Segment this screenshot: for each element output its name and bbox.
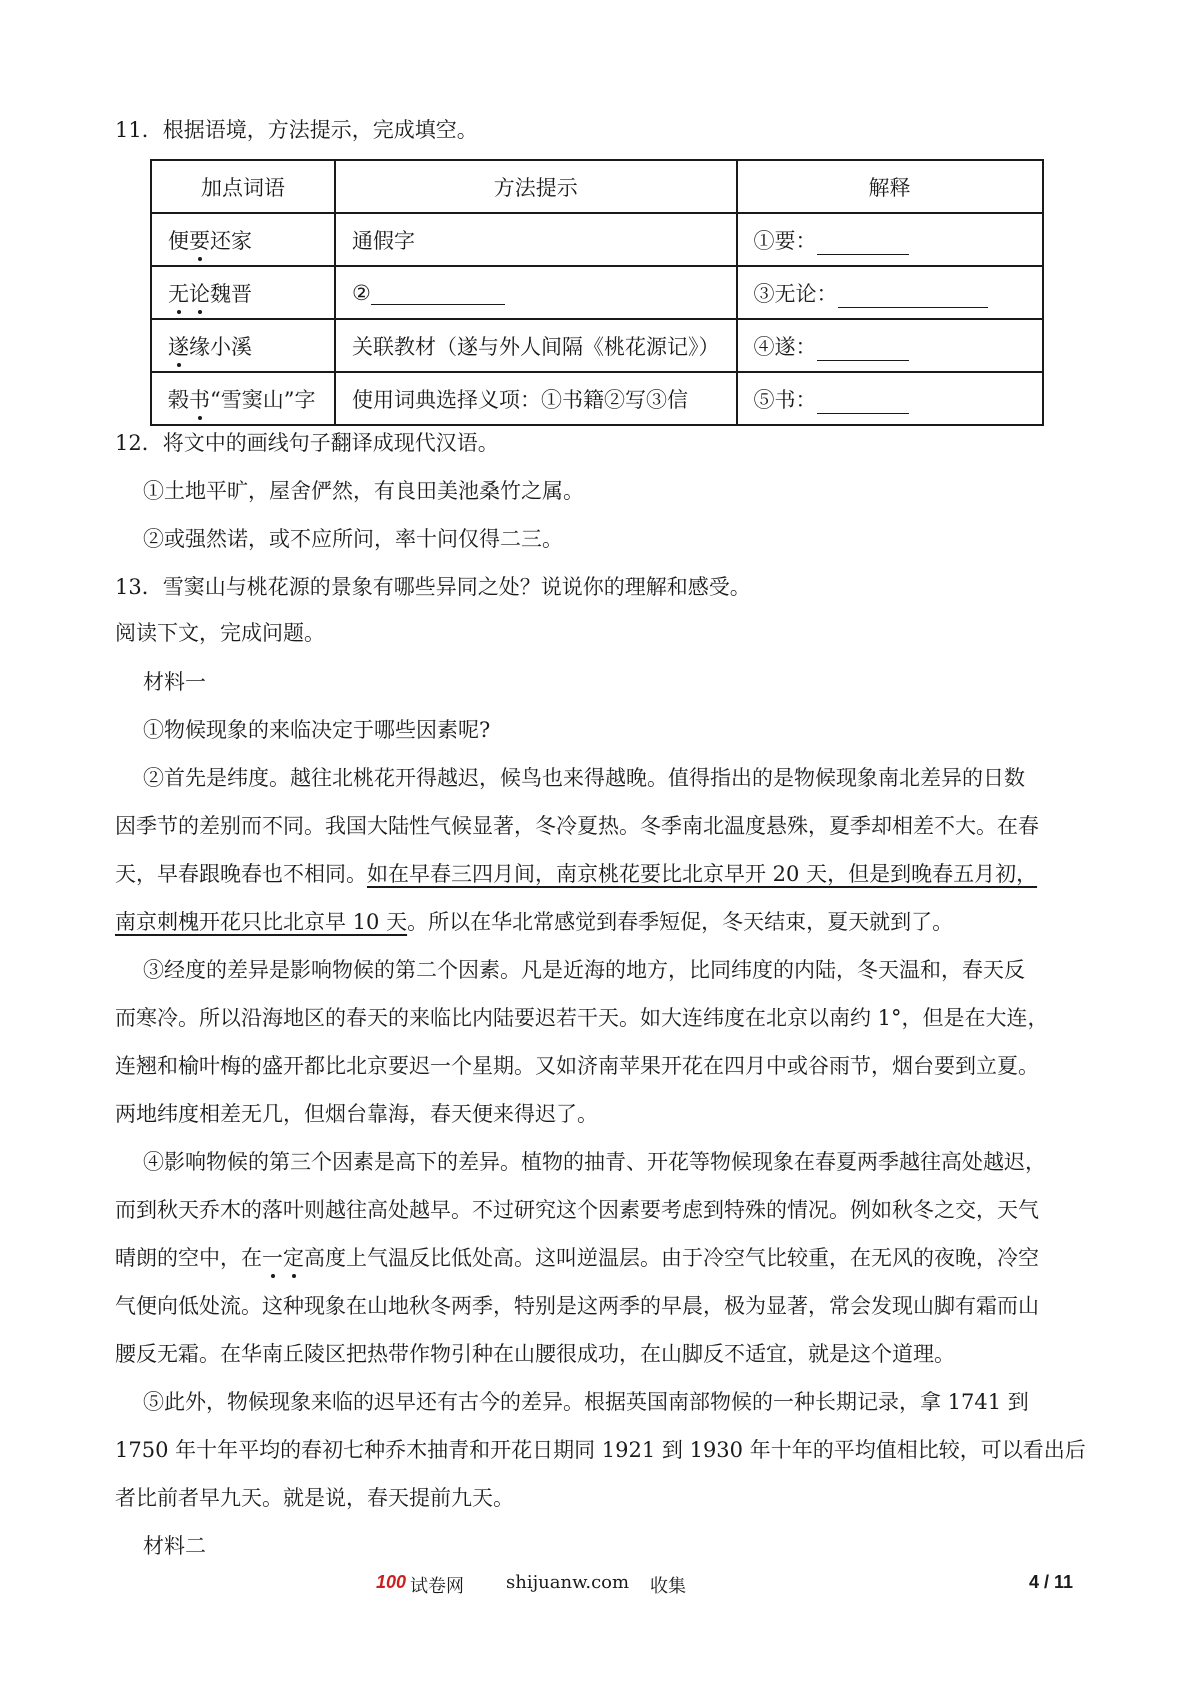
paragraph-5-line: 者比前者早九天。就是说，春天提前九天。 (115, 1486, 514, 1510)
answer-blank[interactable] (817, 230, 909, 255)
paragraph-4-line: 气便向低处流。这种现象在山地秋冬两季，特别是这两季的早晨，极为显著，常会发现山脚有霜而山 (115, 1294, 1039, 1318)
paragraph-4-line: 腰反无霜。在华南丘陵区把热带作物引种在山腰很成功，在山脚反不适宜，就是这个道理。 (115, 1342, 955, 1366)
paragraph-5-line: 1750 年十年平均的春初七种乔木抽青和开花日期同 1921 到 1930 年十年的平均值相比较，可以看出后 (115, 1438, 1086, 1462)
cell-method: ② (335, 266, 737, 319)
emphasis-dot-char: 一 (262, 1246, 283, 1270)
paragraph-2-line: 天，早春跟晚春也不相同。如在早春三四月间，南京桃花要比北京早开 20 天，但是到晚春五月初， (115, 862, 1038, 886)
q12-sentence-2: ②或强然诺，或不应所问，率十问仅得二三。 (143, 527, 563, 551)
underlined-sentence: 如在早春三四月间，南京桃花要比北京早开 20 天，但是到晚春五月初， (367, 862, 1038, 886)
header-explain: 解释 (737, 160, 1043, 213)
site-logo: 100 (376, 1572, 407, 1592)
q13-prompt: 13．雪窦山与桃花源的景象有哪些异同之处？说说你的理解和感受。 (115, 575, 751, 599)
page-footer (0, 1572, 1191, 1602)
answer-blank[interactable] (371, 280, 505, 305)
page-number: 4 / 11 (1028, 1572, 1073, 1592)
answer-blank[interactable] (817, 389, 909, 414)
q12-prompt: 12．将文中的画线句子翻译成现代汉语。 (115, 431, 499, 455)
emphasis-dot-char: 要 (189, 228, 210, 253)
table-row (151, 213, 1043, 266)
paragraph-1: ①物候现象的来临决定于哪些因素呢? (143, 718, 491, 742)
paragraph-3-line: 而寒冷。所以沿海地区的春天的来临比内陆要迟若干天。如大连纬度在北京以南约 1°，但是在大连， (115, 1006, 1049, 1030)
paragraph-3-line: 连翘和榆叶梅的盛开都比北京要迟一个星期。又如济南苹果开花在四月中或谷雨节，烟台要到立夏。 (115, 1054, 1039, 1078)
paragraph-2-line: 因季节的差别而不同。我国大陆性气候显著，冬冷夏热。冬季南北温度悬殊，夏季却相差不大。在春 (115, 814, 1039, 838)
paragraph-3-line: ③经度的差异是影响物候的第二个因素。凡是近海的地方，比同纬度的内陆，冬天温和，春天反 (143, 958, 1025, 982)
answer-blank[interactable] (817, 336, 909, 361)
cell-explain: ①要： (737, 213, 1043, 266)
cell-word: 榖书“雪窦山”字 (151, 372, 335, 425)
cell-word: 无论魏晋 (151, 266, 335, 319)
paragraph-3-line: 两地纬度相差无几，但烟台靠海，春天便来得迟了。 (115, 1102, 598, 1126)
q11-table (150, 159, 1044, 426)
material-2-title: 材料二 (143, 1534, 206, 1558)
paragraph-4-line: 而到秋天乔木的落叶则越往高处越早。不过研究这个因素要考虑到特殊的情况。例如秋冬之交，天气 (115, 1198, 1039, 1222)
table-row (151, 266, 1043, 319)
emphasis-dot-char: 论 (189, 281, 210, 306)
q12-sentence-1: ①土地平旷，屋舍俨然，有良田美池桑竹之属。 (143, 479, 584, 503)
cell-method: 通假字 (335, 213, 737, 266)
paragraph-4-line: ④影响物候的第三个因素是高下的差异。植物的抽青、开花等物候现象在春夏两季越往高处越迟， (143, 1150, 1046, 1174)
q11-prompt: 11．根据语境，方法提示，完成填空。 (115, 118, 478, 142)
paragraph-2-line: 南京刺槐开花只比北京早 10 天。所以在华北常感觉到春季短促，冬天结束，夏天就到了。 (115, 910, 954, 934)
header-word: 加点词语 (151, 160, 335, 213)
material-1-title: 材料一 (143, 670, 206, 694)
site-name: 试卷网 (410, 1576, 464, 1597)
emphasis-dot-char: 遂 (168, 334, 189, 359)
table-row (151, 319, 1043, 372)
answer-blank[interactable] (838, 283, 988, 308)
reading-intro: 阅读下文，完成问题。 (115, 621, 325, 645)
emphasis-dot-char: 无 (168, 281, 189, 306)
table-header-row (151, 160, 1043, 213)
underlined-sentence: 南京刺槐开花只比北京早 10 天 (115, 910, 408, 934)
cell-method: 关联教材（遂与外人间隔《桃花源记》） (335, 319, 737, 372)
collect-label: 收集 (650, 1576, 686, 1597)
paragraph-5-line: ⑤此外，物候现象来临的迟早还有古今的差异。根据英国南部物候的一种长期记录，拿 1741 到 (143, 1390, 1029, 1414)
header-method: 方法提示 (335, 160, 737, 213)
cell-word: 便要还家 (151, 213, 335, 266)
cell-explain: ④遂： (737, 319, 1043, 372)
paragraph-4-line: 晴朗的空中，在一定高度上气温反比低处高。这叫逆温层。由于冷空气比较重，在无风的夜晚，冷空 (115, 1246, 1039, 1270)
cell-method: 使用词典选择义项：①书籍②写③信 (335, 372, 737, 425)
cell-explain: ⑤书： (737, 372, 1043, 425)
site-domain: shijuanw.com (506, 1572, 630, 1593)
emphasis-dot-char: 书 (189, 387, 210, 412)
cell-word: 遂缘小溪 (151, 319, 335, 372)
paragraph-2-line: ②首先是纬度。越往北桃花开得越迟，候鸟也来得越晚。值得指出的是物候现象南北差异的日数 (143, 766, 1025, 790)
cell-explain: ③无论： (737, 266, 1043, 319)
emphasis-dot-char: 定 (283, 1246, 304, 1270)
table-row (151, 372, 1043, 425)
